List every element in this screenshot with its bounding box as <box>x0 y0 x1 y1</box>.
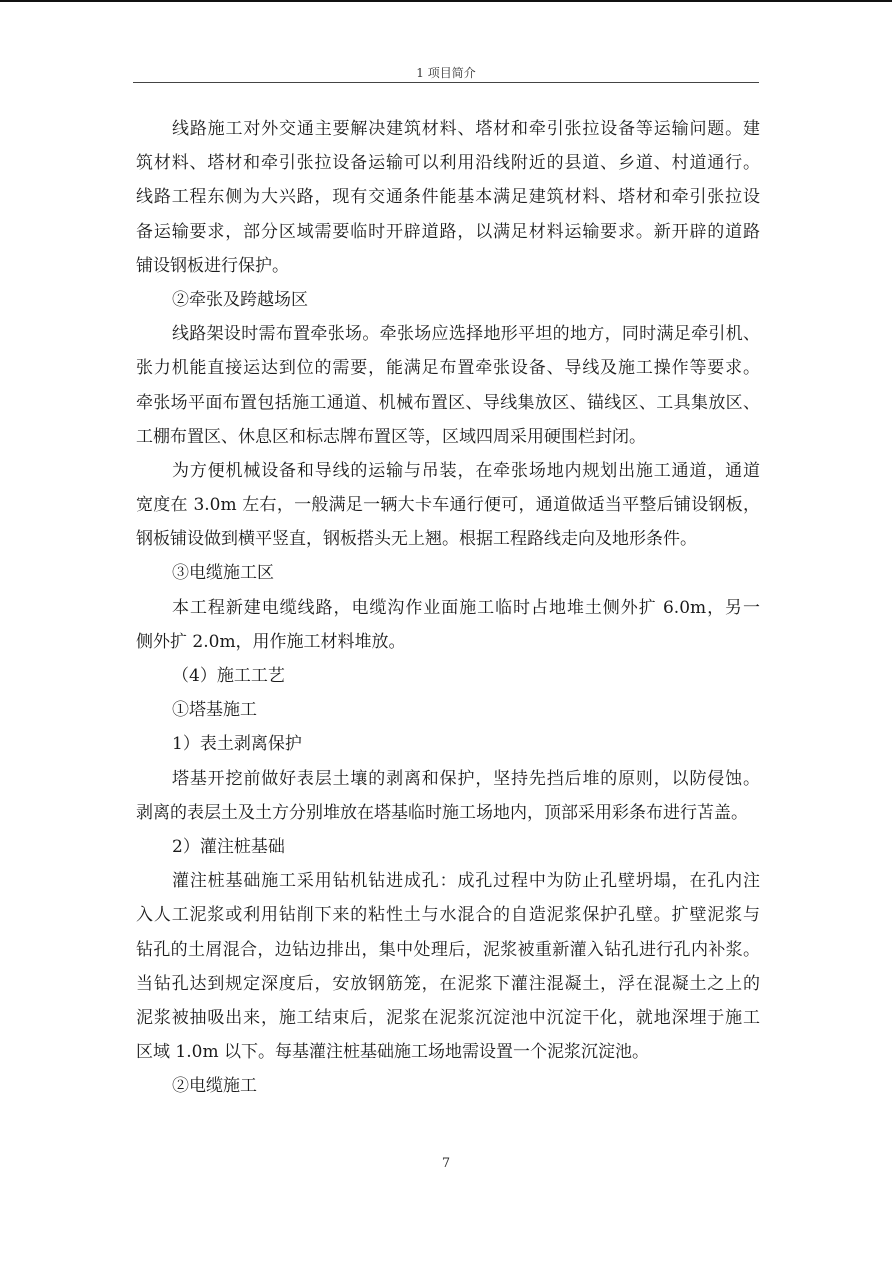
text-line: （4）施工工艺 <box>172 666 285 686</box>
text-line: 灌注桩基础施工采用钻机钻进成孔：成孔过程中为防止孔壁坍塌，在孔内注 <box>172 871 760 892</box>
text-line: 当钻孔达到规定深度后，安放钢筋笼，在泥浆下灌注混凝土，浮在混凝土之上的 <box>136 973 760 994</box>
header-rule <box>133 82 759 83</box>
text-line: 线路工程东侧为大兴路，现有交通条件能基本满足建筑材料、塔材和牵引张拉设 <box>136 187 760 208</box>
page-number: 7 <box>441 1156 451 1171</box>
text-line: 剥离的表层土及土方分别堆放在塔基临时施工场地内，顶部采用彩条布进行苫盖。 <box>136 802 748 823</box>
text-line: 备运输要求，部分区域需要临时开辟道路，以满足材料运输要求。新开辟的道路 <box>136 221 760 242</box>
text-line: ②电缆施工 <box>172 1076 257 1097</box>
text-line: 工棚布置区、休息区和标志牌布置区等，区域四周采用硬围栏封闭。 <box>136 426 646 447</box>
text-line: 泥浆被抽吸出来，施工结束后，泥浆在泥浆沉淀池中沉淀干化，就地深埋于施工 <box>136 1007 760 1028</box>
page-top-border <box>0 0 892 2</box>
text-line: 张力机能直接运达到位的需要，能满足布置牵张设备、导线及施工操作等要求。 <box>136 358 760 379</box>
text-line: ①塔基施工 <box>172 700 257 721</box>
text-line: 线路架设时需布置牵张场。牵张场应选择地形平坦的地方，同时满足牵引机、 <box>172 324 760 345</box>
body-text <box>136 112 760 1103</box>
text-line: 宽度在 3.0m 左右，一般满足一辆大卡车通行便可，通道做适当平整后铺设钢板， <box>136 495 760 516</box>
text-line: 区域 1.0m 以下。每基灌注桩基础施工场地需设置一个泥浆沉淀池。 <box>136 1042 649 1063</box>
text-line: 铺设钢板进行保护。 <box>136 255 289 276</box>
text-line: ②牵张及跨越场区 <box>172 289 308 310</box>
text-line: 为方便机械设备和导线的运输与吊装，在牵张场地内规划出施工通道，通道 <box>172 460 760 481</box>
text-line: 侧外扩 2.0m，用作施工材料堆放。 <box>136 631 406 652</box>
running-header: 1 项目简介 <box>416 66 476 80</box>
text-line: 牵张场平面布置包括施工通道、机械布置区、导线集放区、锚线区、工具集放区、 <box>136 392 760 413</box>
text-line: 筑材料、塔材和牵引张拉设备运输可以利用沿线附近的县道、乡道、村道通行。 <box>136 153 760 174</box>
text-line: 钻孔的土屑混合，边钻边排出，集中处理后，泥浆被重新灌入钻孔进行孔内补浆。 <box>136 939 760 960</box>
text-line: 2）灌注桩基础 <box>172 836 285 857</box>
text-line: 线路施工对外交通主要解决建筑材料、塔材和牵引张拉设备等运输问题。建 <box>172 119 760 139</box>
text-line: 1）表土剥离保护 <box>172 734 302 755</box>
text-line: 入人工泥浆或利用钻削下来的粘性土与水混合的自造泥浆保护孔壁。扩壁泥浆与 <box>136 905 760 926</box>
text-line: 本工程新建电缆线路，电缆沟作业面施工临时占地堆土侧外扩 6.0m，另一 <box>172 597 760 618</box>
text-line: ③电缆施工区 <box>172 563 274 584</box>
text-line: 钢板铺设做到横平竖直，钢板搭头无上翘。根据工程路线走向及地形条件。 <box>136 529 697 550</box>
text-line: 塔基开挖前做好表层土壤的剥离和保护，坚持先挡后堆的原则，以防侵蚀。 <box>172 768 760 789</box>
